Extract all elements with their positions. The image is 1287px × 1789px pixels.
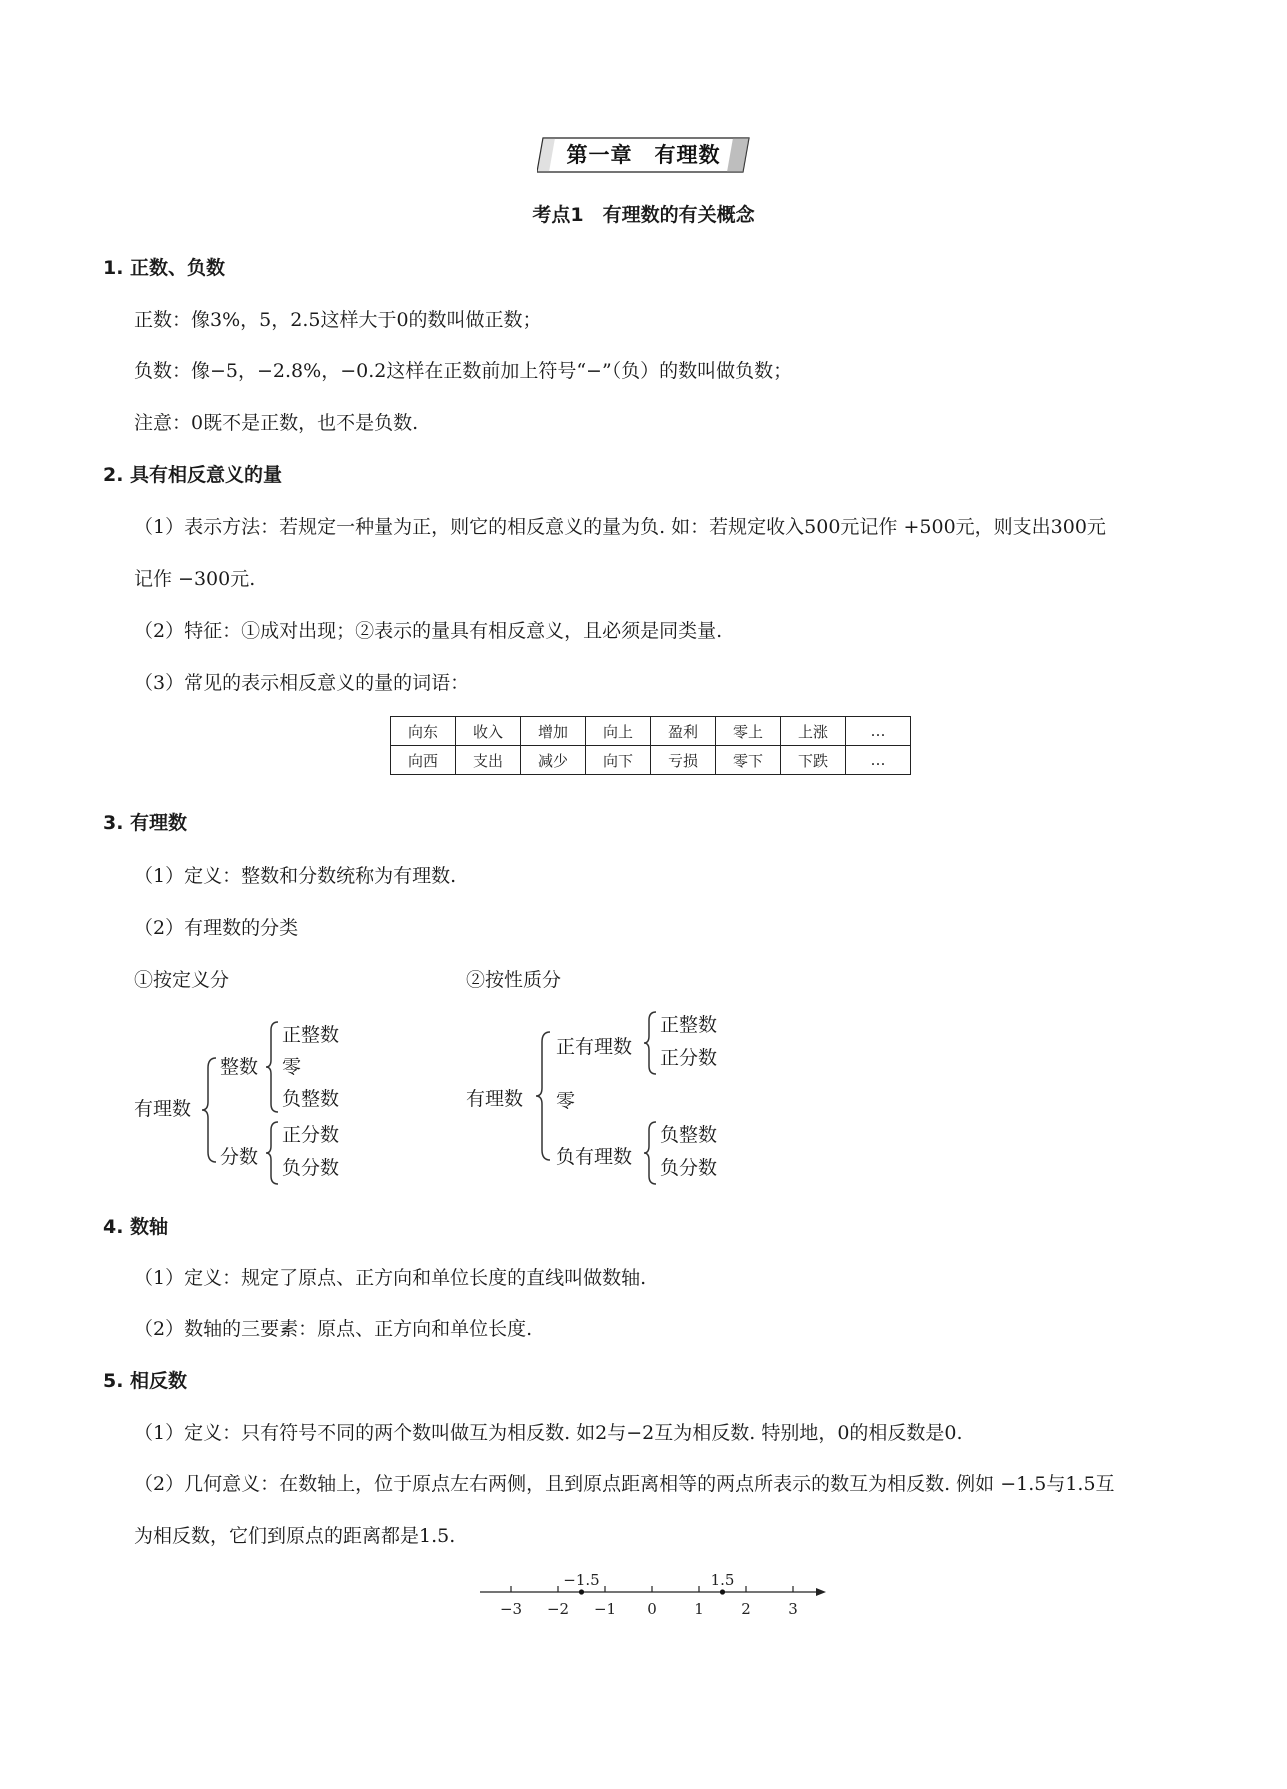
number-line-tick-label: −1 xyxy=(593,1600,617,1618)
table-cell: … xyxy=(846,717,911,746)
tree-root: 有理数 xyxy=(466,1088,524,1110)
brace-icon xyxy=(642,1120,660,1186)
arrow-icon xyxy=(816,1588,826,1596)
table-cell: 零下 xyxy=(716,746,781,775)
label-by-property: ②按性质分 xyxy=(466,969,562,991)
table-cell: 零上 xyxy=(716,717,781,746)
tree-negative-integer: 负整数 xyxy=(282,1088,340,1110)
number-line-tick-label: 2 xyxy=(741,1600,751,1618)
text-zero-note: 注意：0既不是正数，也不是负数. xyxy=(134,412,419,434)
heading-number-line: 4. 数轴 xyxy=(103,1216,169,1238)
text-common-words: （3）常见的表示相反意义的量的词语： xyxy=(134,672,470,694)
number-line-tick-label: 0 xyxy=(647,1600,657,1618)
table-row xyxy=(391,717,911,746)
tree-root: 有理数 xyxy=(134,1098,192,1120)
table-cell: 向下 xyxy=(586,746,651,775)
number-line-tick-label: −2 xyxy=(546,1600,570,1618)
tree-integer: 整数 xyxy=(220,1056,259,1078)
table-cell: 减少 xyxy=(521,746,586,775)
number-line-point-label: 1.5 xyxy=(710,1571,735,1589)
tree-positive-fraction: 正分数 xyxy=(660,1047,718,1069)
number-line-point xyxy=(579,1589,584,1594)
text-negative-definition: 负数：像−5，−2.8%，−0.2这样在正数前加上符号“−”（负）的数叫做负数； xyxy=(134,360,793,382)
opposite-words-table xyxy=(390,716,911,775)
tree-negative-fraction: 负分数 xyxy=(660,1157,718,1179)
tree-negative-fraction: 负分数 xyxy=(282,1157,340,1179)
brace-icon xyxy=(642,1010,660,1076)
table-cell: 支出 xyxy=(456,746,521,775)
text-representation-cont: 记作 −300元. xyxy=(134,568,256,590)
tree-positive-integer: 正整数 xyxy=(282,1024,340,1046)
brace-icon xyxy=(264,1120,282,1186)
label-by-definition: ①按定义分 xyxy=(134,969,230,991)
table-cell: 收入 xyxy=(456,717,521,746)
number-line-tick-label: −3 xyxy=(499,1600,523,1618)
table-cell: 盈利 xyxy=(651,717,716,746)
text-features: （2）特征：①成对出现；②表示的量具有相反意义，且必须是同类量. xyxy=(134,620,723,642)
number-line-figure xyxy=(478,1566,838,1628)
text-rational-classification: （2）有理数的分类 xyxy=(134,917,299,939)
number-line-tick-label: 1 xyxy=(694,1600,704,1618)
text-representation: （1）表示方法：若规定一种量为正，则它的相反意义的量为负. 如：若规定收入500元记作 +500元，则支出300元 xyxy=(134,516,1106,538)
tree-negative-rational: 负有理数 xyxy=(556,1146,633,1168)
tree-positive-rational: 正有理数 xyxy=(556,1036,633,1058)
tree-zero: 零 xyxy=(556,1090,576,1112)
number-line-point xyxy=(720,1589,725,1594)
table-cell: 上涨 xyxy=(781,717,846,746)
tree-zero: 零 xyxy=(282,1056,302,1078)
tree-fraction: 分数 xyxy=(220,1146,259,1168)
tree-positive-fraction: 正分数 xyxy=(282,1124,340,1146)
text-geometric-meaning: （2）几何意义：在数轴上，位于原点左右两侧，且到原点距离相等的两点所表示的数互为相反数. 例如 −1.5与1.5互 xyxy=(134,1473,1115,1495)
text-number-line-definition: （1）定义：规定了原点、正方向和单位长度的直线叫做数轴. xyxy=(134,1267,647,1289)
tree-positive-integer: 正整数 xyxy=(660,1014,718,1036)
heading-rational-numbers: 3. 有理数 xyxy=(103,812,188,834)
tree-negative-integer: 负整数 xyxy=(660,1124,718,1146)
table-cell: 亏损 xyxy=(651,746,716,775)
brace-icon xyxy=(264,1020,282,1114)
brace-icon xyxy=(200,1056,220,1164)
table-cell: … xyxy=(846,746,911,775)
text-opposite-definition: （1）定义：只有符号不同的两个数叫做互为相反数. 如2与−2互为相反数. 特别地，0的相反数是0. xyxy=(134,1422,963,1444)
number-line-point-label: −1.5 xyxy=(563,1571,600,1589)
table-cell: 增加 xyxy=(521,717,586,746)
number-line-tick-label: 3 xyxy=(788,1600,798,1618)
heading-opposite-numbers: 5. 相反数 xyxy=(103,1370,188,1392)
chapter-banner xyxy=(537,137,750,173)
heading-positive-negative: 1. 正数、负数 xyxy=(103,257,226,279)
heading-opposite-quantities: 2. 具有相反意义的量 xyxy=(103,464,283,486)
table-cell: 向西 xyxy=(391,746,456,775)
text-rational-definition: （1）定义：整数和分数统称为有理数. xyxy=(134,865,457,887)
text-number-line-elements: （2）数轴的三要素：原点、正方向和单位长度. xyxy=(134,1318,533,1340)
text-geometric-meaning-cont: 为相反数，它们到原点的距离都是1.5. xyxy=(134,1525,456,1547)
text-positive-definition: 正数：像3%，5，2.5这样大于0的数叫做正数； xyxy=(134,309,542,331)
chapter-title: 第一章 有理数 xyxy=(566,143,721,167)
table-cell: 向上 xyxy=(586,717,651,746)
table-cell: 向东 xyxy=(391,717,456,746)
brace-icon xyxy=(534,1030,554,1162)
table-row xyxy=(391,746,911,775)
table-cell: 下跌 xyxy=(781,746,846,775)
section-title: 考点1 有理数的有关概念 xyxy=(532,204,755,226)
